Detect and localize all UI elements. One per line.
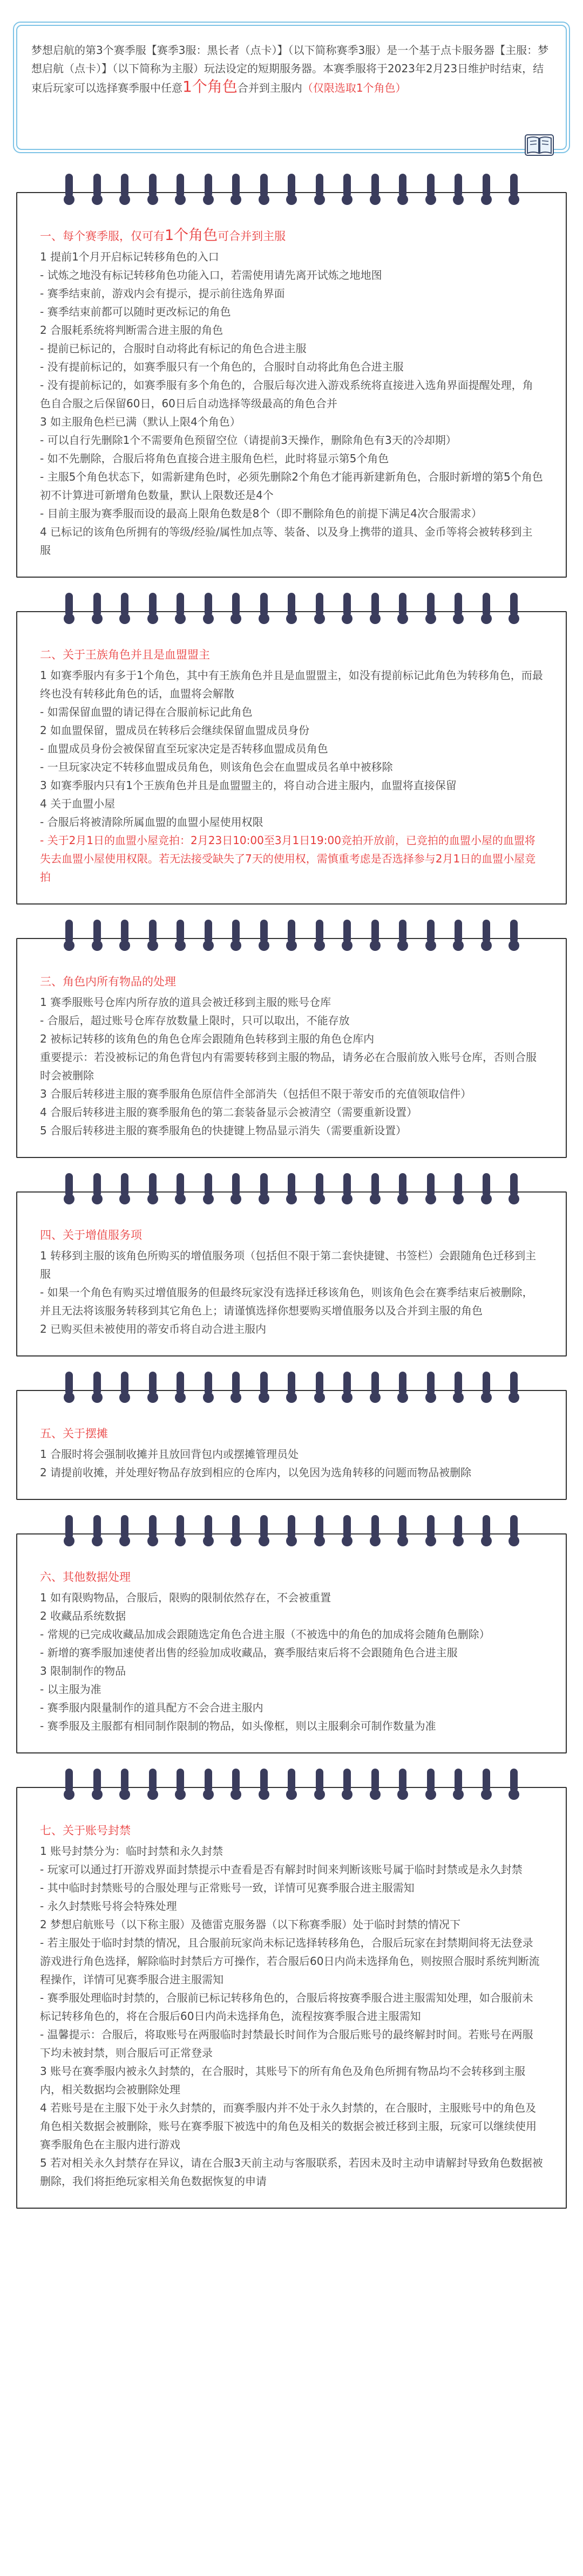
binder-ring-icon [203, 1372, 214, 1403]
section-title-text: 五、关于摆摊 [40, 1427, 108, 1440]
section-line: - 赛季结束前，游戏内会有提示，提示前往选角界面 [40, 287, 285, 300]
binder-ring-icon [425, 920, 436, 951]
binder-ring-icon [231, 1515, 241, 1546]
binder-ring-icon [286, 174, 297, 205]
binder-ring-icon [397, 1515, 408, 1546]
binder-rings [64, 1372, 519, 1403]
binder-ring-icon [92, 174, 103, 205]
binder-ring-icon [231, 593, 241, 624]
binder-ring-icon [425, 1769, 436, 1800]
binder-ring-icon [92, 1769, 103, 1800]
binder-ring-icon [259, 1515, 269, 1546]
section-line: 4 已标记的该角色所拥有的等级/经验/属性加点等、装备、以及身上携带的道具、金币等将会被转移到主服 [40, 525, 533, 557]
section-title [40, 646, 543, 664]
section-line: - 一旦玩家决定不转移血盟成员角色，则该角色会在血盟成员名单中被移除 [40, 761, 393, 773]
binder-ring-icon [175, 1769, 186, 1800]
binder-ring-icon [314, 1515, 325, 1546]
binder-ring-icon [397, 1372, 408, 1403]
book-icon [525, 133, 554, 156]
binder-ring-icon [286, 593, 297, 624]
section-body [16, 938, 567, 1158]
binder-ring-icon [64, 174, 74, 205]
section-line: 4 合服后转移进主服的赛季服角色的第二套装备显示会被清空（需要重新设置） [40, 1106, 418, 1119]
section-line: 3 账号在赛季服内被永久封禁的，在合服时，其账号下的所有角色及角色所拥有物品均不会转移到主服内，相关数据均会被删除处理 [40, 2065, 526, 2096]
binder-ring-icon [259, 593, 269, 624]
binder-ring-icon [425, 1515, 436, 1546]
section-line: - 赛季服内限量制作的道具配方不会合进主服内 [40, 1701, 263, 1714]
binder-ring-icon [231, 174, 241, 205]
section-line: - 如果一个角色有购买过增值服务的但最终玩家没有选择迁移该角色，则该角色会在赛季结束后被删除，并且无法将该服务转移到其它角色上；请谨慎选择你想要购买增值服务以及合并到主服的角色 [40, 1286, 533, 1317]
section-line: - 常规的已完成收藏品加成会跟随选定角色合进主服（不被选中的角色的加成将会随角色删除） [40, 1628, 490, 1641]
section-body [16, 1533, 567, 1753]
section-warning-line: - 关于2月1日的血盟小屋竞拍：2月23日10:00至3月1日19:00竞拍开放前，已竞拍的血盟小屋的血盟将失去血盟小屋使用权限。若无法接受缺失了7天的使用权，需慎重考虑是否选择参与2月1日的血盟小屋竞拍 [40, 834, 536, 883]
binder-ring-icon [203, 920, 214, 951]
section-line: - 如不先删除，合服后将角色直接合进主服角色栏，此时将显示第5个角色 [40, 452, 389, 465]
section-line: 4 关于血盟小屋 [40, 797, 116, 810]
section-line: - 玩家可以通过打开游戏界面封禁提示中查看是否有解封时间来判断该账号属于临时封禁或是永久封禁 [40, 1863, 523, 1876]
section-line: - 没有提前标记的，如赛季服有多个角色的，合服后每次进入游戏系统将直接进入选角界面提醒处理，角色自合服之后保留60日，60日后自动选择等级最高的角色合并 [40, 379, 533, 410]
section-line: 5 若对相关永久封禁存在异议，请在合服3天前主动与客服联系，若因未及时主动申请解封导致角色数据被删除，我们将拒绝玩家相关角色数据恢复的申请 [40, 2156, 543, 2188]
section-card [16, 192, 567, 578]
binder-ring-icon [64, 1173, 74, 1204]
binder-ring-icon [370, 1769, 381, 1800]
section-line: - 合服后，超过账号仓库存放数量上限时，只可以取出，不能存放 [40, 1014, 350, 1027]
section-title-suffix: 可合并到主服 [218, 230, 286, 243]
section-line: - 其中临时封禁账号的合服处理与正常账号一致，详情可见赛季服合进主服需知 [40, 1881, 415, 1894]
section-card [16, 1390, 567, 1500]
section-line: 2 合服耗系统将判断需合进主服的角色 [40, 324, 223, 337]
binder-ring-icon [425, 593, 436, 624]
binder-rings [64, 174, 519, 205]
section-body [16, 1787, 567, 2209]
section-line: 5 合服后转移进主服的赛季服角色的快捷键上物品显示消失（需要重新设置） [40, 1124, 407, 1137]
binder-ring-icon [509, 174, 519, 205]
intro-highlight: 1个角色 [182, 78, 238, 95]
section-card [16, 611, 567, 905]
binder-ring-icon [231, 920, 241, 951]
section-line: - 如需保留血盟的请记得在合服前标记此角色 [40, 705, 253, 718]
binder-ring-icon [119, 1515, 130, 1546]
binder-ring-icon [175, 1515, 186, 1546]
sections [0, 192, 583, 2209]
binder-ring-icon [231, 1769, 241, 1800]
binder-ring-icon [370, 593, 381, 624]
section-line: 1 如赛季服内有多于1个角色，其中有王族角色并且是血盟盟主，如没有提前标记此角色为转移角色，而最终也没有转移此角色的话，血盟将会解散 [40, 669, 543, 700]
binder-ring-icon [481, 1769, 492, 1800]
binder-ring-icon [64, 1515, 74, 1546]
binder-ring-icon [147, 1372, 158, 1403]
binder-ring-icon [92, 1372, 103, 1403]
binder-ring-icon [92, 920, 103, 951]
binder-ring-icon [453, 1769, 464, 1800]
binder-ring-icon [342, 174, 352, 205]
binder-ring-icon [64, 920, 74, 951]
section-line: - 永久封禁账号将会特殊处理 [40, 1900, 177, 1913]
section-line: 3 限制制作的物品 [40, 1664, 126, 1677]
section-card [16, 1191, 567, 1356]
binder-ring-icon [453, 920, 464, 951]
binder-ring-icon [119, 920, 130, 951]
section-title-highlight: 1个角色 [165, 227, 218, 244]
binder-ring-icon [509, 920, 519, 951]
section-body [16, 192, 567, 578]
section-line: - 若主服处于临时封禁的情况，且合服前玩家尚未标记选择转移角色，合服后玩家在封禁期间将无法登录游戏进行角色选择，解除临时封禁后方可操作，若合服后60日内尚未选择角色，则按照合服时系统判断流程操作，详情可见赛季服合进主服需知 [40, 1936, 540, 1986]
binder-ring-icon [259, 1173, 269, 1204]
binder-ring-icon [314, 1769, 325, 1800]
binder-ring-icon [64, 1372, 74, 1403]
binder-ring-icon [64, 1769, 74, 1800]
binder-ring-icon [397, 1769, 408, 1800]
section-line: 1 如有限购物品，合服后，限购的限制依然存在，不会被重置 [40, 1591, 331, 1604]
section-line: 重要提示：若没被标记的角色背包内有需要转移到主服的物品，请务必在合服前放入账号仓库，否则合服时会被删除 [40, 1051, 537, 1082]
section-line: 2 梦想启航账号（以下称主服）及德雷克服务器（以下称赛季服）处于临时封禁的情况下 [40, 1918, 461, 1931]
binder-ring-icon [453, 1515, 464, 1546]
binder-ring-icon [119, 174, 130, 205]
section-title [40, 1424, 543, 1443]
section-title [40, 1226, 543, 1244]
binder-ring-icon [453, 174, 464, 205]
binder-ring-icon [286, 1515, 297, 1546]
binder-ring-icon [286, 1173, 297, 1204]
section-line: - 主服5个角色状态下，如需新建角色时，必须先删除2个角色才能再新建新角色，合服时新增的第5个角色初不计算进可新增角色数量，默认上限数还是4个 [40, 470, 543, 502]
section-line: 2 已购买但未被使用的蒂安币将自动合进主服内 [40, 1323, 267, 1335]
section-line: - 可以自行先删除1个不需要角色预留空位（请提前3天操作，删除角色有3天的冷却期） [40, 434, 457, 447]
binder-ring-icon [342, 593, 352, 624]
section-line: - 赛季结束前都可以随时更改标记的角色 [40, 305, 231, 318]
binder-ring-icon [119, 1372, 130, 1403]
binder-ring-icon [203, 174, 214, 205]
binder-ring-icon [314, 174, 325, 205]
binder-ring-icon [425, 174, 436, 205]
binder-ring-icon [286, 920, 297, 951]
binder-ring-icon [203, 593, 214, 624]
section-title [40, 1821, 543, 1840]
section-line: 3 合服后转移进主服的赛季服角色原信件全部消失（包括但不限于蒂安币的充值领取信件） [40, 1087, 472, 1100]
binder-ring-icon [147, 1515, 158, 1546]
section-line: 2 如血盟保留，盟成员在转移后会继续保留血盟成员身份 [40, 724, 310, 737]
binder-ring-icon [481, 1515, 492, 1546]
binder-ring-icon [453, 1173, 464, 1204]
binder-ring-icon [342, 1515, 352, 1546]
binder-ring-icon [231, 1173, 241, 1204]
binder-ring-icon [509, 1769, 519, 1800]
binder-ring-icon [203, 1769, 214, 1800]
section-line: - 合服后将被清除所属血盟的血盟小屋使用权限 [40, 816, 263, 828]
binder-ring-icon [481, 1173, 492, 1204]
binder-ring-icon [286, 1769, 297, 1800]
section-line: 2 被标记转移的该角色的角色仓库会跟随角色转移到主服的角色仓库内 [40, 1032, 375, 1045]
binder-ring-icon [92, 1515, 103, 1546]
binder-ring-icon [203, 1515, 214, 1546]
section-line: 4 若账号是在主服下处于永久封禁的，而赛季服内并不处于永久封禁的，在合服时，主服账号中的角色及角色相关数据会被删除，账号在赛季服下被选中的角色及相关的数据会被迁移到主服，玩家可以继续使用赛季服角色在主服内进行游戏 [40, 2101, 537, 2151]
binder-ring-icon [259, 920, 269, 951]
binder-ring-icon [509, 1173, 519, 1204]
section-body [16, 1191, 567, 1356]
binder-ring-icon [481, 920, 492, 951]
binder-ring-icon [425, 1372, 436, 1403]
binder-ring-icon [147, 920, 158, 951]
binder-ring-icon [175, 920, 186, 951]
binder-ring-icon [259, 1769, 269, 1800]
section-body [16, 1390, 567, 1500]
section-title-text: 一、每个赛季服，仅可有 [40, 230, 165, 243]
binder-ring-icon [175, 174, 186, 205]
binder-ring-icon [119, 593, 130, 624]
binder-ring-icon [231, 1372, 241, 1403]
binder-ring-icon [397, 593, 408, 624]
binder-rings [64, 1173, 519, 1204]
section-line: - 赛季服及主服都有相同制作限制的物品，如头像框，则以主服剩余可制作数量为准 [40, 1719, 436, 1732]
section-line: - 新增的赛季服加速使者出售的经验加成收藏品，赛季服结束后将不会跟随角色合进主服 [40, 1646, 458, 1659]
binder-ring-icon [314, 920, 325, 951]
binder-ring-icon [175, 1173, 186, 1204]
section-line: 1 合服时将会强制收摊并且放回背包内或摆摊管理员处 [40, 1448, 299, 1461]
binder-ring-icon [342, 920, 352, 951]
binder-ring-icon [92, 1173, 103, 1204]
binder-ring-icon [453, 1372, 464, 1403]
binder-ring-icon [119, 1173, 130, 1204]
binder-ring-icon [509, 593, 519, 624]
binder-ring-icon [370, 1173, 381, 1204]
binder-ring-icon [175, 593, 186, 624]
section-title-text: 二、关于王族角色并且是血盟盟主 [40, 648, 210, 661]
section-line: - 温馨提示：合服后，将取账号在两服临时封禁最长时间作为合服后账号的最终解封时间。若账号在两服下均未被封禁，则合服后可正常登录 [40, 2028, 533, 2059]
binder-ring-icon [259, 1372, 269, 1403]
binder-ring-icon [175, 1372, 186, 1403]
binder-ring-icon [342, 1173, 352, 1204]
section-card [16, 1533, 567, 1753]
section-line: 3 如赛季服内只有1个王族角色并且是血盟盟主的，将自动合进主服内，血盟将直接保留 [40, 779, 457, 792]
binder-ring-icon [481, 1372, 492, 1403]
binder-ring-icon [147, 174, 158, 205]
section-title-text: 六、其他数据处理 [40, 1571, 131, 1584]
section-line: 1 提前1个月开启标记转移角色的入口 [40, 250, 219, 263]
section-title-text: 七、关于账号封禁 [40, 1824, 131, 1837]
binder-ring-icon [314, 1173, 325, 1204]
section-title [40, 1568, 543, 1586]
section-line: - 试炼之地没有标记转移角色功能入口，若需使用请先离开试炼之地地图 [40, 269, 382, 282]
binder-ring-icon [147, 593, 158, 624]
section-card [16, 938, 567, 1158]
binder-ring-icon [481, 174, 492, 205]
section-line: - 血盟成员身份会被保留直至玩家决定是否转移血盟成员角色 [40, 742, 328, 755]
section-title [40, 227, 543, 245]
binder-ring-icon [509, 1372, 519, 1403]
section-line: 2 请提前收摊，并处理好物品存放到相应的仓库内，以免因为选角转移的问题而物品被删除 [40, 1466, 472, 1479]
binder-ring-icon [509, 1515, 519, 1546]
binder-ring-icon [342, 1372, 352, 1403]
binder-ring-icon [397, 920, 408, 951]
section-line: - 目前主服为赛季服而设的最高上限角色数是8个（即不删除角色的前提下满足4次合服需求） [40, 507, 483, 520]
section-line: - 没有提前标记的，如赛季服只有一个角色的，合服时自动将此角色合进主服 [40, 360, 404, 373]
section-body [16, 611, 567, 905]
binder-ring-icon [453, 593, 464, 624]
binder-ring-icon [370, 1515, 381, 1546]
section-line: 1 赛季服账号仓库内所存放的道具会被迁移到主服的账号仓库 [40, 996, 331, 1009]
section-line: - 赛季服处理临时封禁的，合服前已标记转移角色的，合服后将按赛季服合进主服需知处理，如合服前未标记转移角色的，将在合服后60日内尚未选择角色，流程按赛季服合进主服需知 [40, 1991, 533, 2023]
binder-ring-icon [425, 1173, 436, 1204]
section-line: 2 收藏品系统数据 [40, 1609, 126, 1622]
binder-ring-icon [314, 593, 325, 624]
section-title-text: 三、角色内所有物品的处理 [40, 975, 176, 988]
section-title [40, 972, 543, 991]
binder-rings [64, 1515, 519, 1546]
binder-ring-icon [342, 1769, 352, 1800]
section-line: 3 如主服角色栏已满（默认上限4个角色） [40, 415, 241, 428]
intro-text [16, 25, 567, 150]
binder-ring-icon [259, 174, 269, 205]
binder-ring-icon [286, 1372, 297, 1403]
intro-box [13, 22, 570, 153]
section-line: - 提前已标记的，合服时自动将此有标记的角色合进主服 [40, 342, 307, 355]
binder-ring-icon [397, 174, 408, 205]
binder-ring-icon [314, 1372, 325, 1403]
binder-ring-icon [119, 1769, 130, 1800]
intro-note: （仅限选取1个角色） [302, 81, 406, 94]
intro-text-a: 梦想启航的第3个赛季服【赛季3服：黑长者（点卡）】（以下简称赛季3服）是一个基于点卡服务器【主服：梦想启航（点卡）】（以下简称为主服）玩法设定的短期服务器。本赛季服将于2023年2月23日维护时结束，结束后玩家可以选择赛季服中任意 [31, 44, 549, 94]
binder-rings [64, 1769, 519, 1800]
section-card [16, 1787, 567, 2209]
binder-ring-icon [92, 593, 103, 624]
binder-ring-icon [147, 1173, 158, 1204]
intro-text-c: 合并到主服内 [237, 81, 302, 94]
binder-rings [64, 593, 519, 624]
binder-ring-icon [481, 593, 492, 624]
section-line: - 以主服为准 [40, 1683, 101, 1696]
binder-ring-icon [370, 920, 381, 951]
section-title-text: 四、关于增值服务项 [40, 1229, 142, 1242]
section-line: 1 账号封禁分为：临时封禁和永久封禁 [40, 1845, 223, 1858]
section-line: 1 转移到主服的该角色所购买的增值服务项（包括但不限于第二套快捷键、书签栏）会跟随角色迁移到主服 [40, 1249, 537, 1280]
binder-ring-icon [397, 1173, 408, 1204]
binder-rings [64, 920, 519, 951]
binder-ring-icon [370, 174, 381, 205]
binder-ring-icon [147, 1769, 158, 1800]
binder-ring-icon [203, 1173, 214, 1204]
binder-ring-icon [64, 593, 74, 624]
binder-ring-icon [370, 1372, 381, 1403]
